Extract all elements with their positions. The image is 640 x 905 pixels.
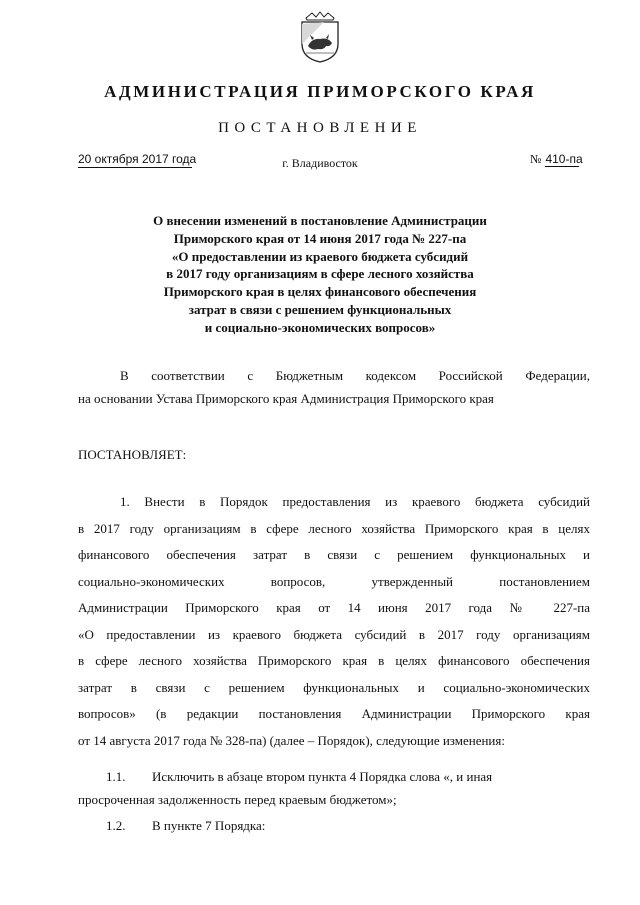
ruling-word: ПОСТАНОВЛЯЕТ:	[78, 447, 187, 462]
item-1-2-text: В пункте 7 Порядка:	[152, 818, 266, 833]
organization-name: АДМИНИСТРАЦИЯ ПРИМОРСКОГО КРАЯ	[104, 82, 536, 101]
preamble	[78, 364, 590, 410]
document-title	[60, 212, 580, 337]
item-1-1	[78, 765, 590, 811]
item-1-2	[78, 818, 590, 834]
number-sign: №	[530, 152, 542, 166]
title-line: Приморского края в целях финансового обеспечения	[163, 284, 477, 300]
item-1-line: финансового обеспечения затрат в связи с решением функциональных и	[78, 547, 590, 562]
title-line: в 2017 году организациям в сфере лесного хозяйства	[166, 266, 474, 282]
item-1-line: социально-экономических вопросов, утвержденный постановлением	[78, 573, 590, 589]
number-value: 410-па	[545, 152, 583, 166]
item-1-line: в 2017 году организациям в сфере лесного хозяйства Приморского края в целях	[78, 520, 590, 536]
item-1-1-first-line	[78, 765, 590, 788]
preamble-line: на основании Устава Приморского края Администрация Приморского края	[78, 391, 494, 406]
document-number	[530, 151, 583, 167]
title-line: затрат в связи с решением функциональных	[188, 301, 452, 317]
item-1-line: «О предоставлении из краевого бюджета субсидий в 2017 году организациям	[78, 626, 590, 642]
document-city: г. Владивосток	[282, 156, 358, 170]
title-line: и социально-экономических вопросов»	[204, 319, 436, 335]
item-1-2-label: 1.2.	[106, 818, 126, 833]
item-1-line: от 14 августа 2017 года № 328-па) (далее – Порядок), следующие изменения:	[78, 732, 505, 748]
item-1-2-line	[78, 818, 590, 834]
document-date: 20 октября 2017 года	[78, 152, 197, 166]
title-line: Приморского края от 14 июня 2017 года № 227-па	[173, 230, 467, 246]
item-1-1-line: просроченная задолженность перед краевым бюджетом»;	[78, 792, 397, 807]
item-1-1-text: Исключить в абзаце втором пункта 4 Порядка слова «, и иная	[152, 769, 493, 784]
item-1-line: в сфере лесного хозяйства Приморского края в целях финансового обеспечения	[78, 653, 590, 668]
title-line: «О предоставлении из краевого бюджета субсидий	[171, 248, 469, 264]
item-1-line: затрат в связи с решением функциональных и социально-экономических	[78, 679, 590, 695]
document-type: ПОСТАНОВЛЕНИЕ	[218, 120, 422, 136]
item-1-line: вопросов» (в редакции постановления Администрации Приморского края	[78, 706, 590, 721]
item-1	[78, 489, 590, 754]
item-1-line: Администрации Приморского края от 14 июня 2017 года № 227-па	[78, 600, 590, 615]
preamble-line: В соответствии с Бюджетным кодексом Российской Федерации,	[120, 368, 590, 383]
coat-of-arms-icon	[298, 10, 342, 64]
item-1-line: 1. Внести в Порядок предоставления из краевого бюджета субсидий	[120, 494, 590, 509]
item-1-1-label: 1.1.	[106, 769, 126, 784]
title-line: О внесении изменений в постановление Администрации	[153, 213, 487, 228]
